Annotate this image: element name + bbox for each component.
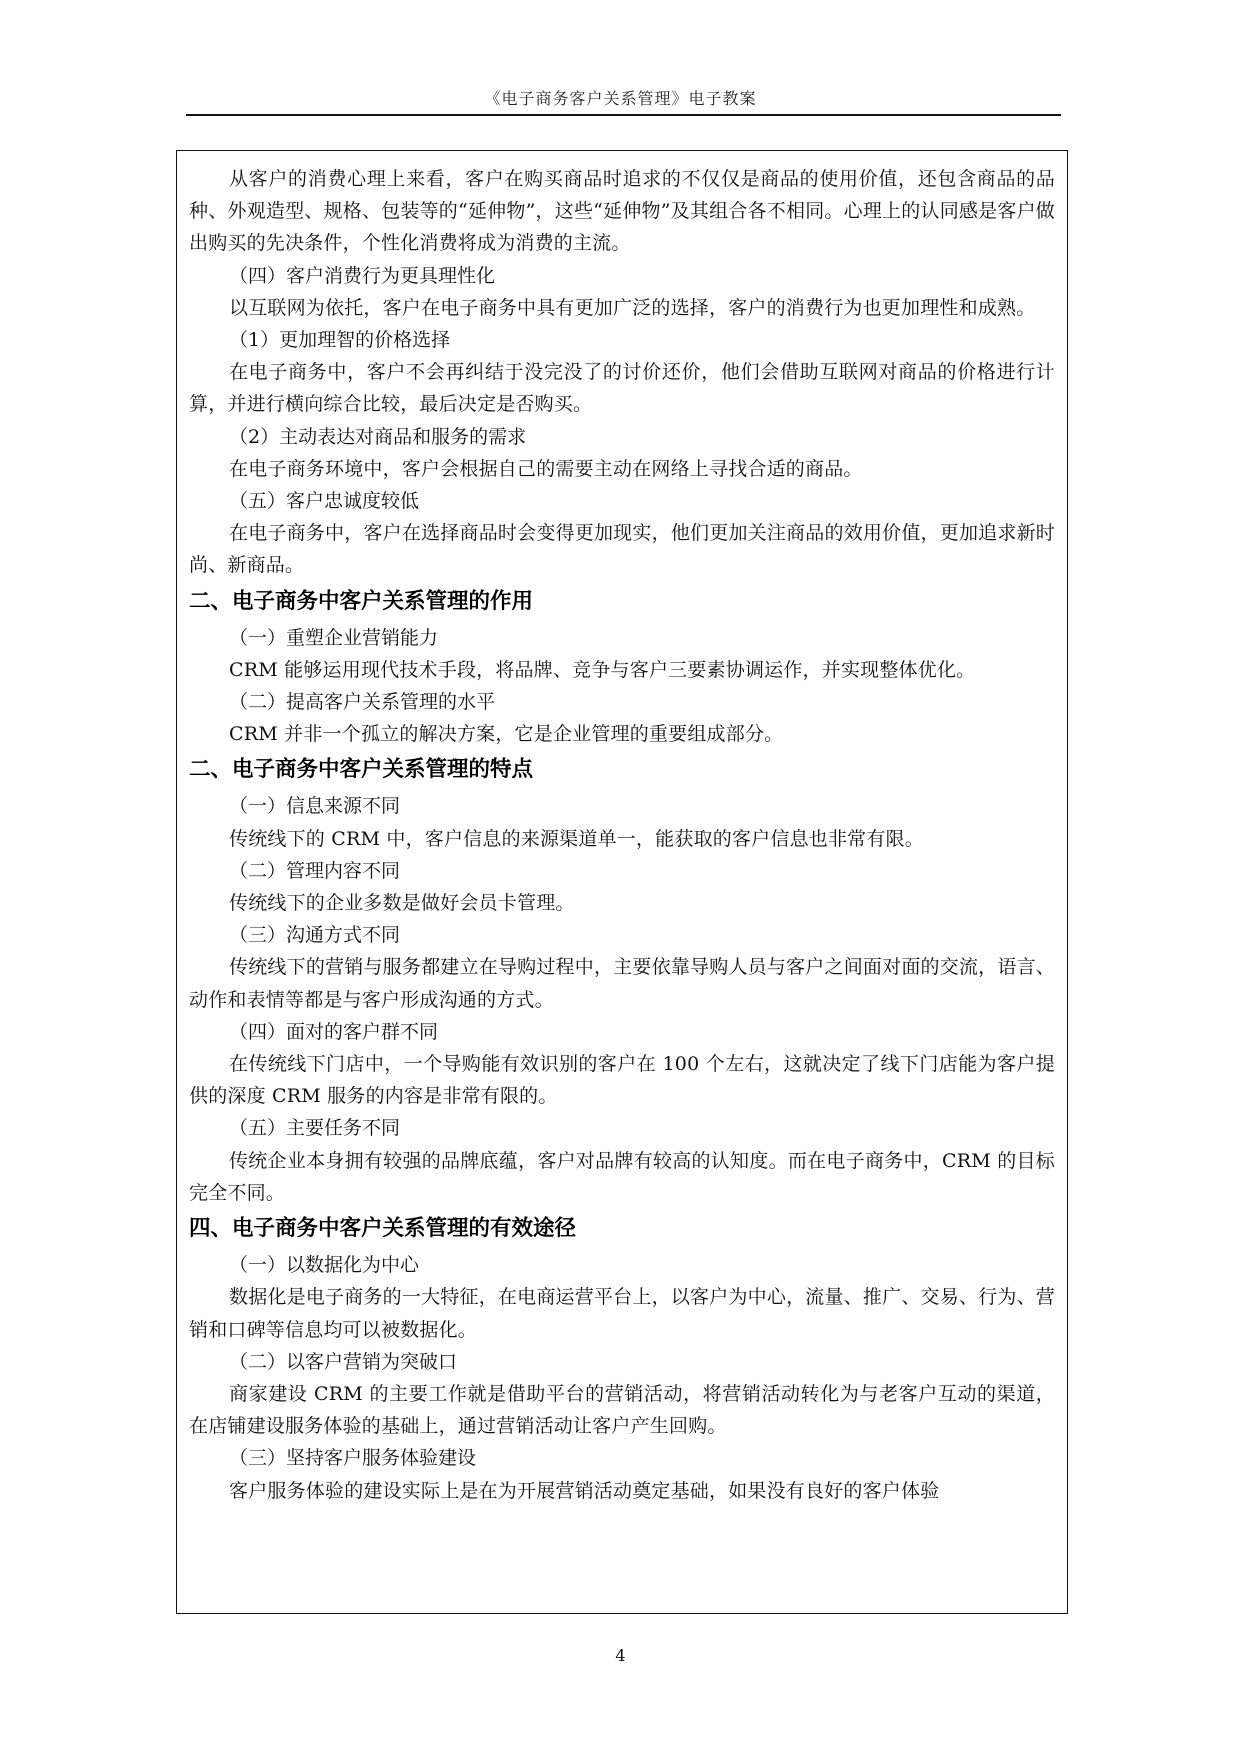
paragraph: 商家建设 CRM 的主要工作就是借助平台的营销活动，将营销活动转化为与老客户互动的渠道，在店铺建设服务体验的基础上，通过营销活动让客户产生回购。: [189, 1382, 1055, 1438]
subheading: （三）坚持客户服务体验建设: [229, 1447, 477, 1470]
subheading: （一）以数据化为中心: [229, 1254, 420, 1277]
paragraph: 从客户的消费心理上来看，客户在购买商品时追求的不仅仅是商品的使用价值，还包含商品的品种、外观造型、规格、包装等的“延伸物”，这些“延伸物”及其组合各不相同。心理上的认同感是客户做出购买的先决条件，个性化消费将成为消费的主流。: [189, 168, 1055, 255]
subheading: （三）沟通方式不同: [229, 924, 401, 947]
subheading: （1）更加理智的价格选择: [229, 329, 451, 352]
subheading: （2）主动表达对商品和服务的需求: [229, 425, 527, 448]
subheading: （二）提高客户关系管理的水平: [229, 691, 496, 714]
paragraph: 传统企业本身拥有较强的品牌底蕴，客户对品牌有较高的认知度。而在电子商务中，CRM 的目标完全不同。: [189, 1149, 1055, 1204]
section-heading: 二、电子商务中客户关系管理的作用: [189, 588, 534, 614]
paragraph: 在电子商务环境中，客户会根据自己的需要主动在网络上寻找合适的商品。: [229, 457, 863, 480]
paragraph: 传统线下的企业多数是做好会员卡管理。: [229, 892, 575, 915]
content-box: [176, 150, 1068, 1614]
subheading: （五）主要任务不同: [229, 1117, 401, 1140]
paragraph: CRM 并非一个孤立的解决方案，它是企业管理的重要组成部分。: [229, 723, 784, 746]
subheading: （二）以客户营销为突破口: [229, 1350, 458, 1373]
subheading: （四）面对的客户群不同: [229, 1020, 439, 1043]
content-body: [189, 163, 1055, 1603]
running-header: 《电子商务客户关系管理》电子教案: [484, 89, 757, 108]
paragraph: 以互联网为依托，客户在电子商务中具有更加广泛的选择，客户的消费行为也更加理性和成熟。: [229, 296, 1036, 319]
paragraph: 在电子商务中，客户在选择商品时会变得更加现实，他们更加关注商品的效用价值，更加追求新时尚、新商品。: [189, 522, 1055, 577]
header-rule: [186, 114, 1061, 116]
paragraph: 数据化是电子商务的一大特征，在电商运营平台上，以客户为中心，流量、推广、交易、行为、营销和口碑等信息均可以被数据化。: [189, 1286, 1055, 1341]
subheading: （四）客户消费行为更具理性化: [229, 264, 496, 287]
paragraph: CRM 能够运用现代技术手段，将品牌、竞争与客户三要素协调运作，并实现整体优化。: [229, 658, 976, 681]
page-number: 4: [615, 1646, 626, 1665]
subheading: （五）客户忠诚度较低: [229, 490, 420, 513]
paragraph: 在传统线下门店中，一个导购能有效识别的客户在 100 个左右，这就决定了线下门店能为客户提供的深度 CRM 服务的内容是非常有限的。: [189, 1053, 1055, 1108]
subheading: （二）管理内容不同: [229, 859, 401, 882]
paragraph: 传统线下的 CRM 中，客户信息的来源渠道单一，能获取的客户信息也非常有限。: [229, 827, 924, 850]
section-heading: 四、电子商务中客户关系管理的有效途径: [189, 1216, 577, 1242]
paragraph: 在电子商务中，客户不会再纠结于没完没了的讨价还价，他们会借助互联网对商品的价格进行计算，并进行横向综合比较，最后决定是否购买。: [189, 361, 1055, 416]
paragraph: 客户服务体验的建设实际上是在为开展营销活动奠定基础，如果没有良好的客户体验: [229, 1479, 940, 1502]
paragraph: 传统线下的营销与服务都建立在导购过程中，主要依靠导购人员与客户之间面对面的交流，语言、动作和表情等都是与客户形成沟通的方式。: [189, 956, 1055, 1011]
subheading: （一）重塑企业营销能力: [229, 626, 439, 649]
section-heading: 二、电子商务中客户关系管理的特点: [189, 757, 534, 783]
subheading: （一）信息来源不同: [229, 795, 401, 818]
